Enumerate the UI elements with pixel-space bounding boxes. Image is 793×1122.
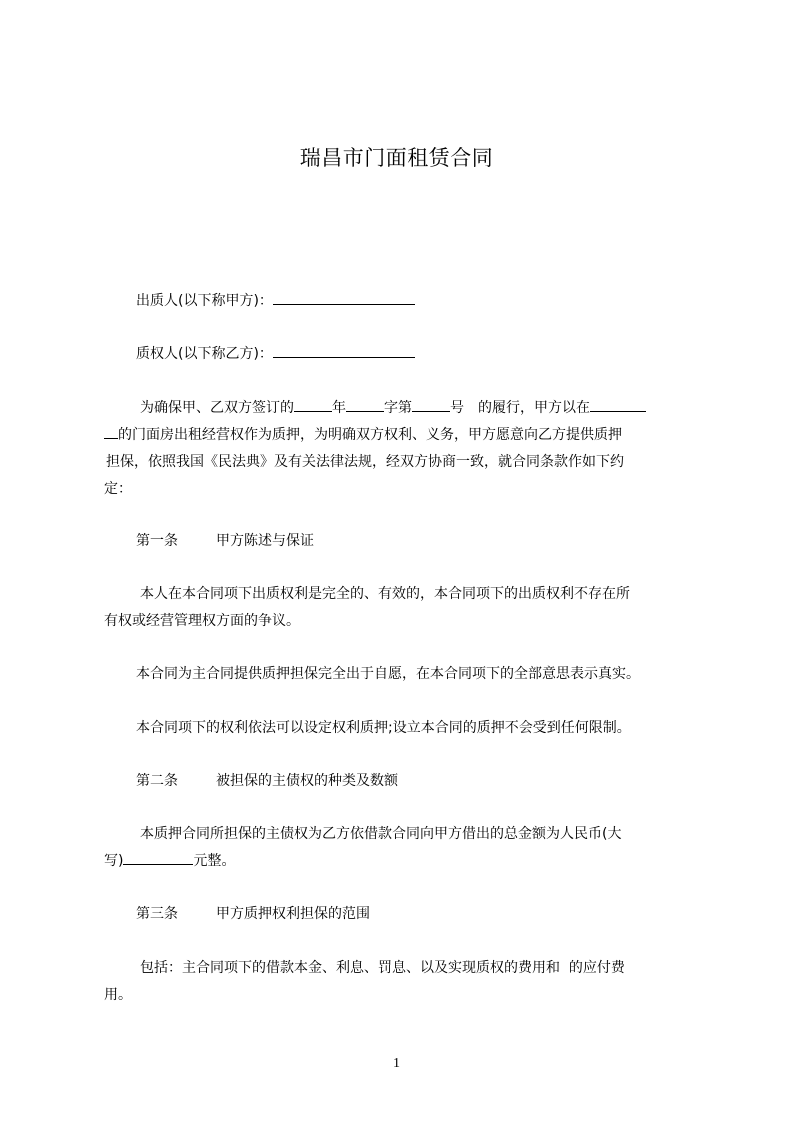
preamble-text: 担保，依照我国《民法典》及有关法律法规，经双方协商一致，就合同条款作如下约 [106,454,624,470]
article-1-p2 [136,663,736,685]
pledgor-line [136,290,736,312]
paragraph-text: 本合同为主合同提供质押担保完全出于自愿，在本合同项下的全部意思表示真实。 [136,666,640,682]
preamble-number-label: 号 [450,400,464,416]
paragraph-text: 本质押合同所担保的主债权为乙方依借款合同向甲方借出的总金额为人民币(大 [140,826,622,842]
preamble-word-label: 字第 [384,400,412,416]
preamble-year-label: 年 [332,400,346,416]
preamble-text: 的门面房出租经营权作为质押，为明确双方权利、义务，甲方愿意向乙方提供质押 [118,427,622,443]
article-number: 第一条 [136,533,178,549]
article-3-heading [136,903,736,925]
amount-blank [123,850,193,865]
page-number: 1 [393,1056,400,1071]
article-number: 第二条 [136,773,178,789]
preamble-line-1 [140,397,740,419]
preamble-text: 定： [104,481,132,497]
preamble-text: 的履行，甲方以在 [478,400,590,416]
article-2-heading [136,770,736,792]
location-blank-cont [104,424,118,439]
paragraph-text: 元整。 [193,853,236,869]
contract-word-blank [346,397,384,412]
article-3-p1-line-1 [140,957,740,979]
paragraph-text: 本人在本合同项下出质权利是完全的、有效的，本合同项下的出质权利不存在所 [140,586,630,602]
article-heading: 甲方陈述与保证 [216,533,314,549]
pledgor-blank [273,290,415,305]
article-number: 第三条 [136,906,178,922]
paragraph-text: 写) [104,853,124,869]
article-3-p1-line-2 [104,984,704,1006]
pledgee-blank [273,343,415,358]
article-2-p1-line-1 [140,823,740,845]
paragraph-text: 包括：主合同项下的借款本金、利息、罚息、以及实现质权的费用和 的应付费 [140,960,625,976]
pledgee-label: 质权人(以下称乙方)： [136,346,273,362]
contract-year-blank [294,397,332,412]
contract-number-blank [412,397,450,412]
preamble-line-3 [106,451,706,473]
location-blank [590,397,646,412]
preamble-line-4 [104,478,704,500]
article-1-p3 [136,717,736,739]
preamble-text: 为确保甲、乙双方签订的 [140,400,294,416]
contract-title: 瑞昌市门面租赁合同 [299,146,494,170]
pledgor-label: 出质人(以下称甲方)： [136,293,273,309]
paragraph-text: 本合同项下的权利依法可以设定权利质押;设立本合同的质押不会受到任何限制。 [136,720,631,736]
paragraph-text: 用。 [104,987,132,1003]
article-heading: 被担保的主债权的种类及数额 [216,773,398,789]
article-1-p1-line-1 [140,583,740,605]
pledgee-line [136,343,736,365]
article-1-p1-line-2 [104,610,704,632]
paragraph-text: 有权或经营管理权方面的争议。 [104,613,300,629]
preamble-line-2 [104,424,704,446]
article-1-heading [136,530,736,552]
article-2-p1-line-2 [104,850,704,872]
article-heading: 甲方质押权利担保的范围 [216,906,370,922]
